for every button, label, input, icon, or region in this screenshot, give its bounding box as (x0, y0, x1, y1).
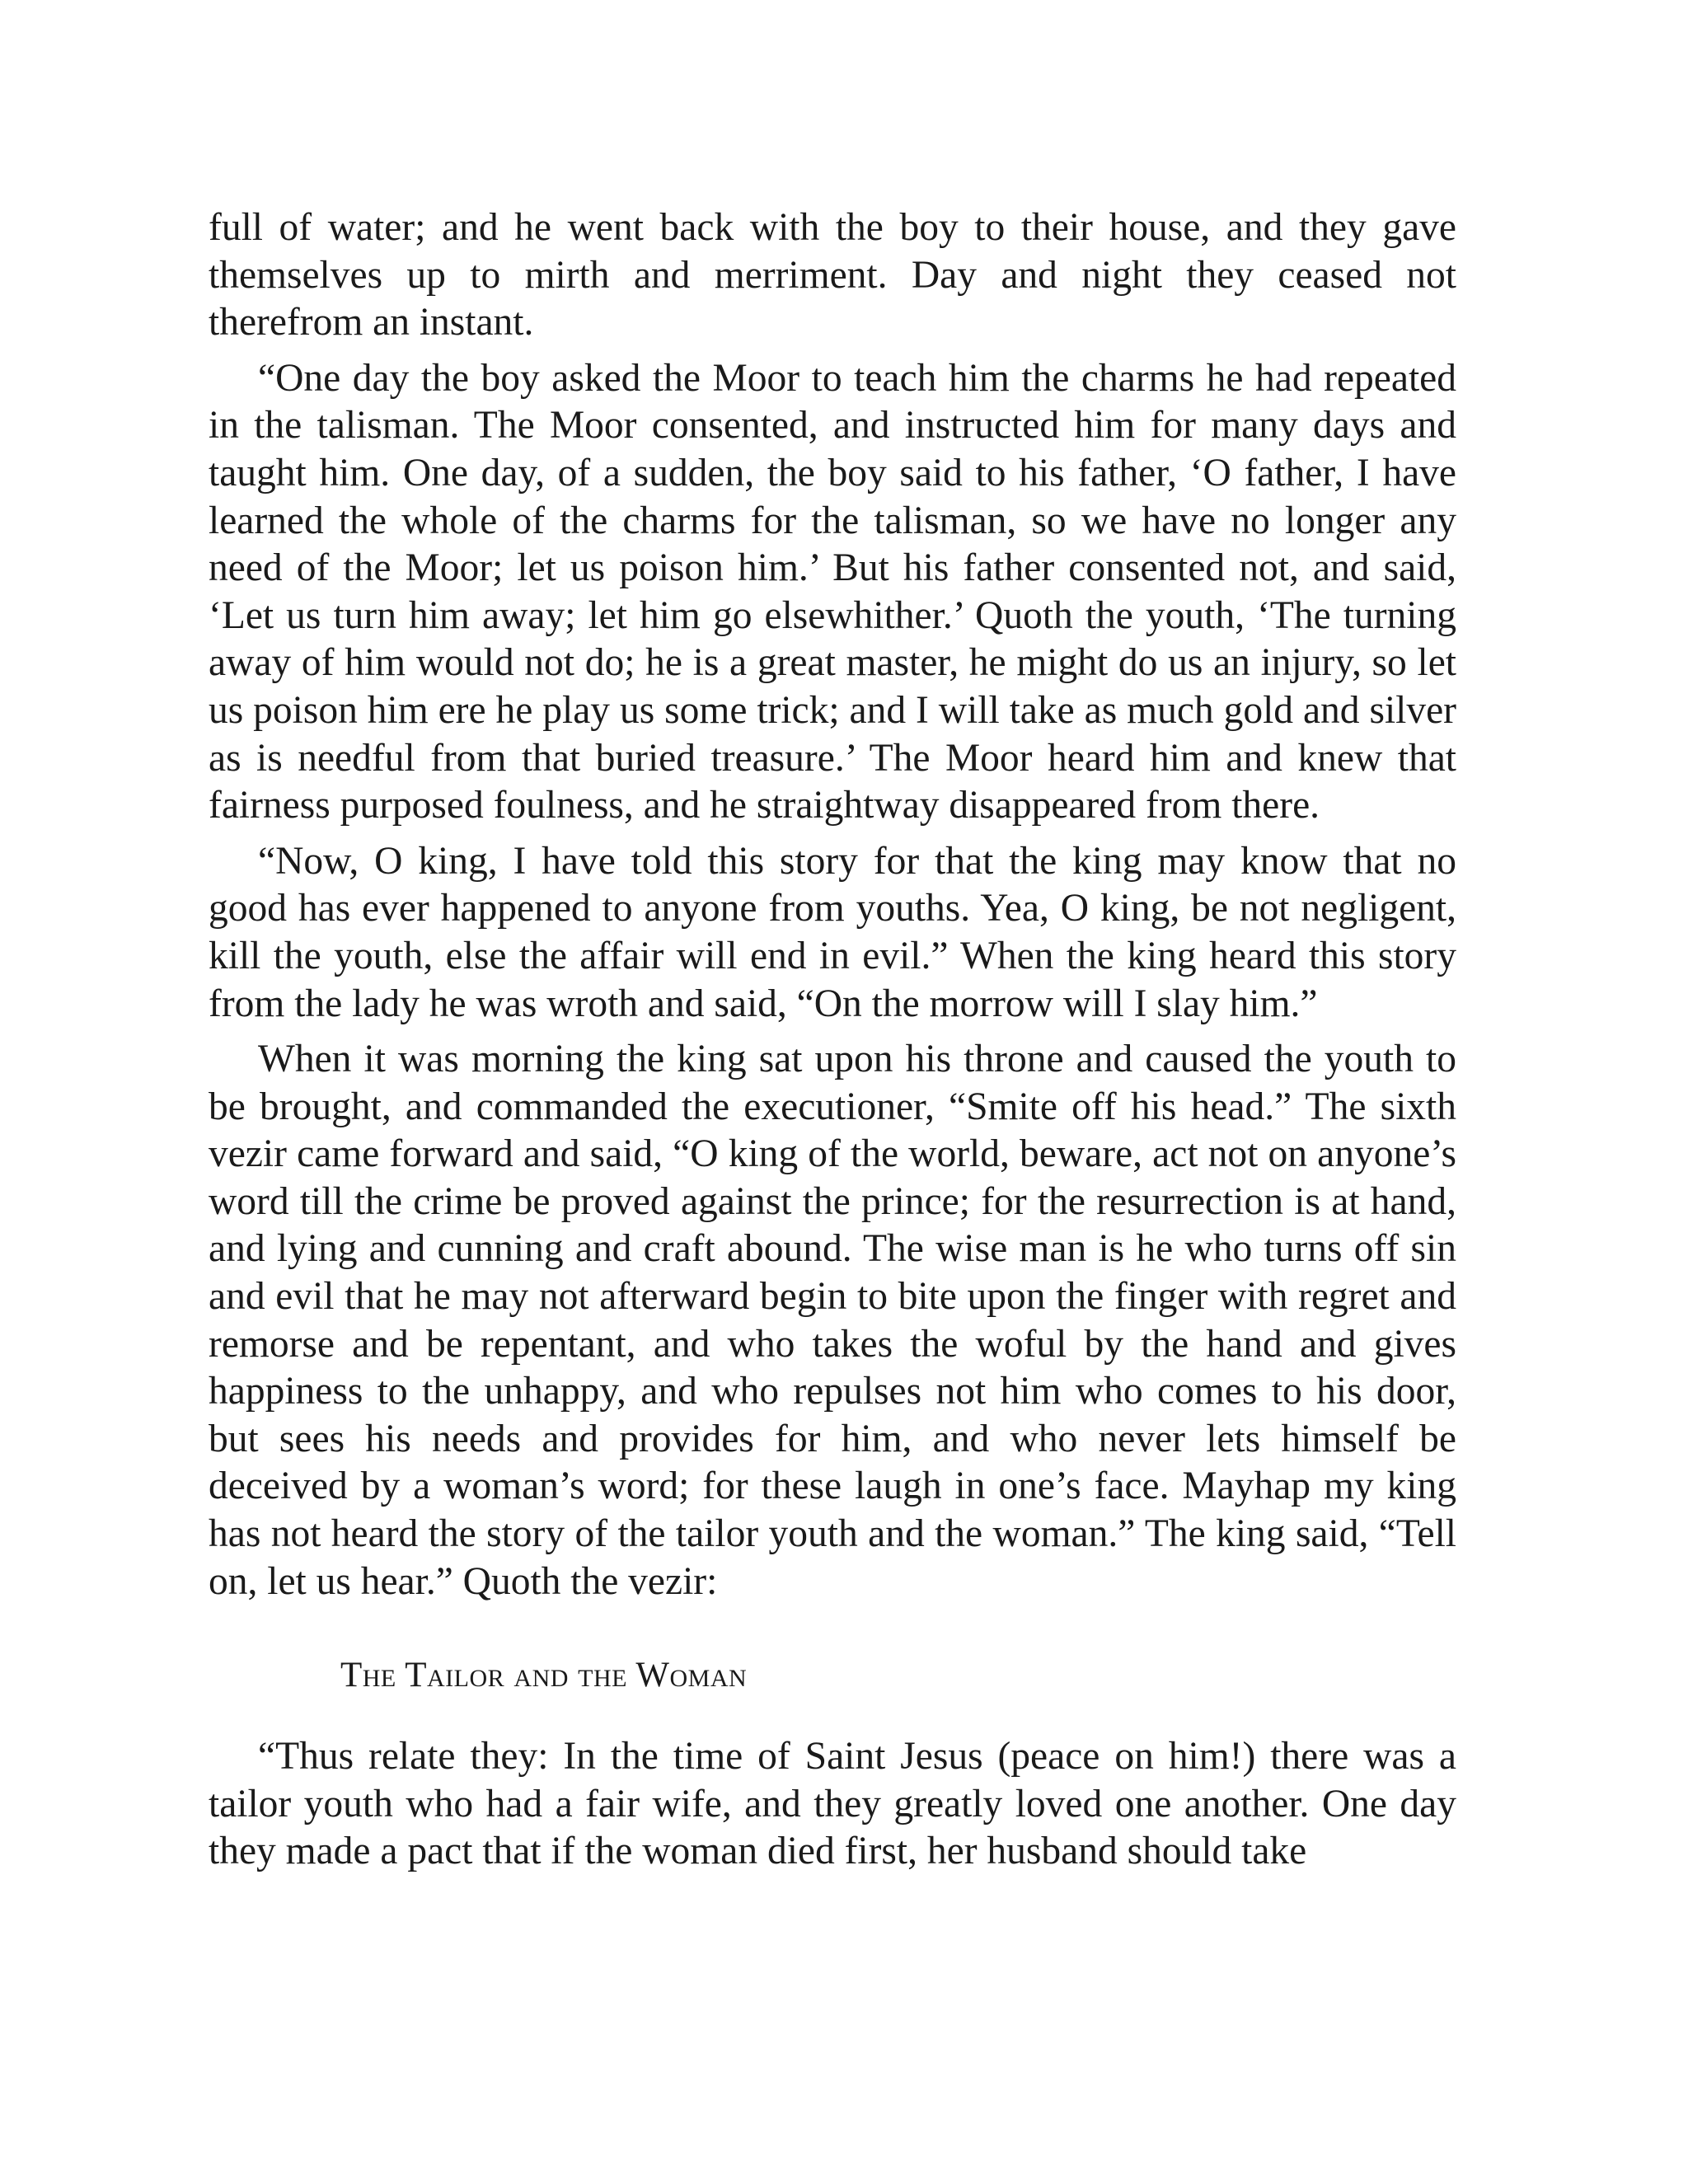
paragraph-moor-charms: “One day the boy asked the Moor to teach him the charms he had repeated in the talisman. The Moor consented, and instructed him for many days and taught him. One day, of a sudden, the boy said to his father, ‘O father, I have learned the whole of the charms for the talisman, so we have no longer any need of the Moor; let us poison him.’ But his father consented not, and said, ‘Let us turn him away; let him go elsewhither.’ Quoth the youth, ‘The turning away of him would not do; he is a great master, he might do us an injury, so let us poison him ere he play us some trick; and I will take as much gold and silver as is needful from that buried treasure.’ The Moor heard him and knew that fairness purposed foulness, and he straightway disappeared from there. (209, 356, 1456, 827)
paragraph-sixth-vezir: When it was morning the king sat upon his throne and caused the youth to be brought, and commanded the executioner, “Smite off his head.” The sixth vezir came forward and said, “O king of the world, beware, act not on anyone’s word till the crime be proved against the prince; for the resurrection is at hand, and lying and cunning and craft abound. The wise man is he who turns off sin and evil that he may not afterward begin to bite upon the finger with regret and remorse and be repentant, and who takes the woful by the hand and gives happiness to the unhappy, and who repulses not him who comes to his door, but sees his needs and provides for him, and who never lets himself be deceived by a woman’s word; for these laugh in one’s face. Mayhap my king has not heard the story of the tailor youth and the woman.” The king said, “Tell on, let us hear.” Quoth the vezir: (209, 1038, 1456, 1603)
paragraph-tailor-story: “Thus relate they: In the time of Saint Jesus (peace on him!) there was a tailor youth who had a fair wife, and they greatly loved one another. One day they made a pact that if the woman died first, her husband should take (209, 1735, 1456, 1873)
page-body (209, 204, 1456, 1884)
paragraph-lady-warning: “Now, O king, I have told this story for that the king may know that no good has ever happened to anyone from youths. Yea, O king, be not negligent, kill the youth, else the affair will end in evil.” When the king heard this story from the lady he was wroth and said, “On the morrow will I slay him.” (209, 839, 1456, 1025)
paragraph-continuation: full of water; and he went back with the boy to their house, and they gave themselves up to mirth and merriment. Day and night they ceased not therefrom an instant. (209, 206, 1456, 344)
section-heading: The Tailor and the Woman (340, 1656, 748, 1695)
